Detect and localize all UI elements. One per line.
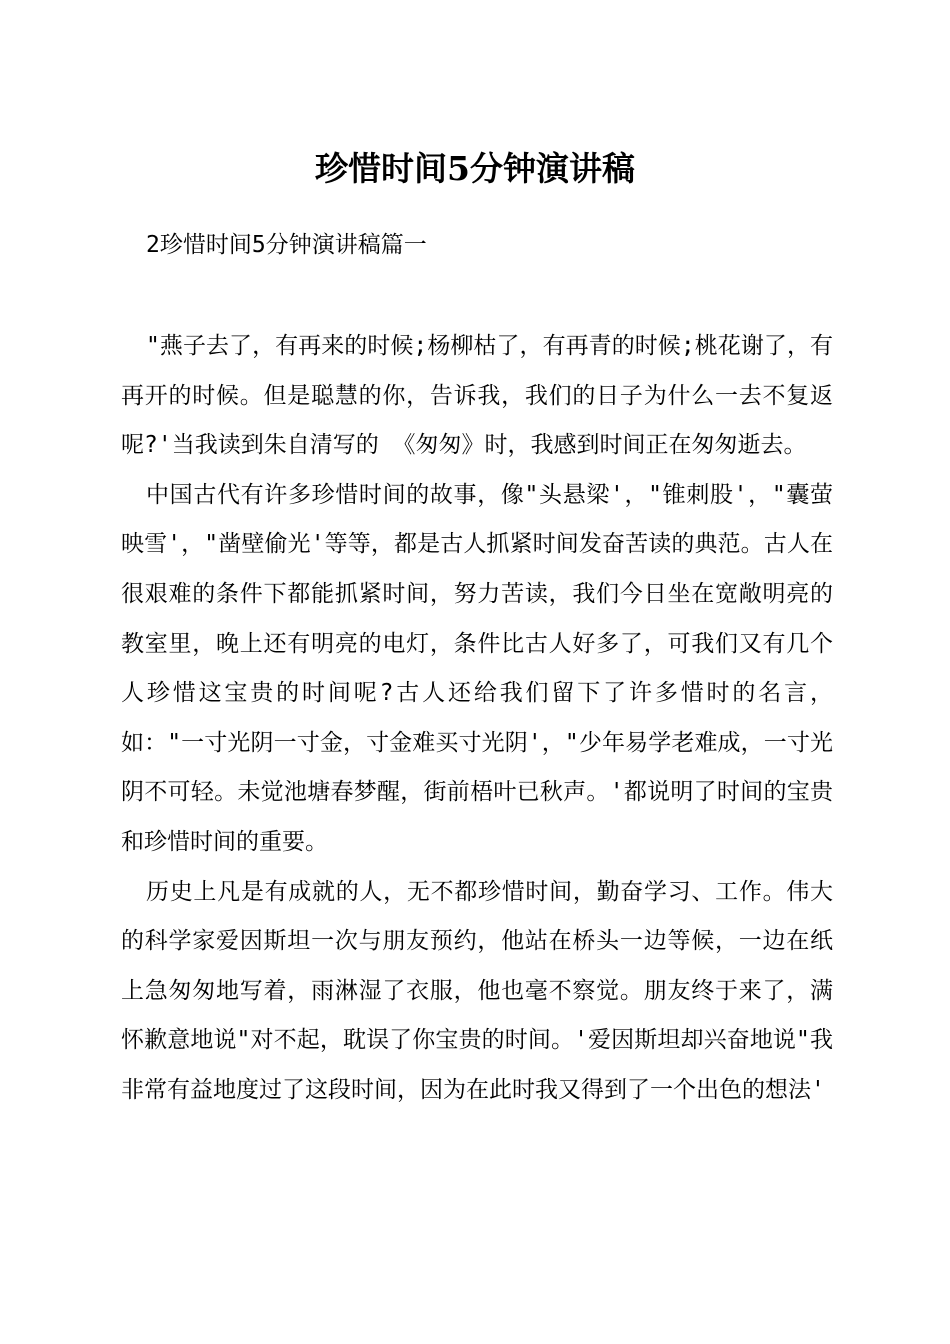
section-heading: 2珍惜时间5分钟演讲稿篇一 — [146, 232, 427, 258]
paragraph-1: "燕子去了，有再来的时候;杨柳枯了，有再青的时候;桃花谢了，有再开的时候。但是聪慧的你，告诉我，我们的日子为什么一去不复返呢?'当我读到朱自清写的 《匆匆》时，我感到时间正在匆匆逝去。 — [121, 333, 833, 459]
document-title: 珍惜时间5分钟演讲稿 — [315, 149, 635, 188]
paragraph-3: 历史上凡是有成就的人，无不都珍惜时间，勤奋学习、工作。伟大的科学家爱因斯坦一次与朋友预约，他站在桥头一边等候，一边在纸上急匆匆地写着，雨淋湿了衣服，他也毫不察觉。朋友终于来了，满怀歉意地说"对不起，耽误了你宝贵的时间。'爱因斯坦却兴奋地说"我非常有益地度过了这段时间，因为在此时我又得到了一个出色的想法' — [121, 878, 833, 1103]
paragraph-2: 中国古代有许多珍惜时间的故事，像"头悬梁'，"锥刺股'，"囊萤映雪'，"凿壁偷光'等等，都是古人抓紧时间发奋苦读的典范。古人在很艰难的条件下都能抓紧时间，努力苦读，我们今日坐在宽敞明亮的教室里，晚上还有明亮的电灯，条件比古人好多了，可我们又有几个人珍惜这宝贵的时间呢?古人还给我们留下了许多惜时的名言，如："一寸光阴一寸金，寸金难买寸光阴'，"少年易学老难成，一寸光阴不可轻。未觉池塘春梦醒，街前梧叶已秋声。'都说明了时间的宝贵和珍惜时间的重要。 — [121, 481, 833, 855]
document-body — [121, 322, 833, 1116]
